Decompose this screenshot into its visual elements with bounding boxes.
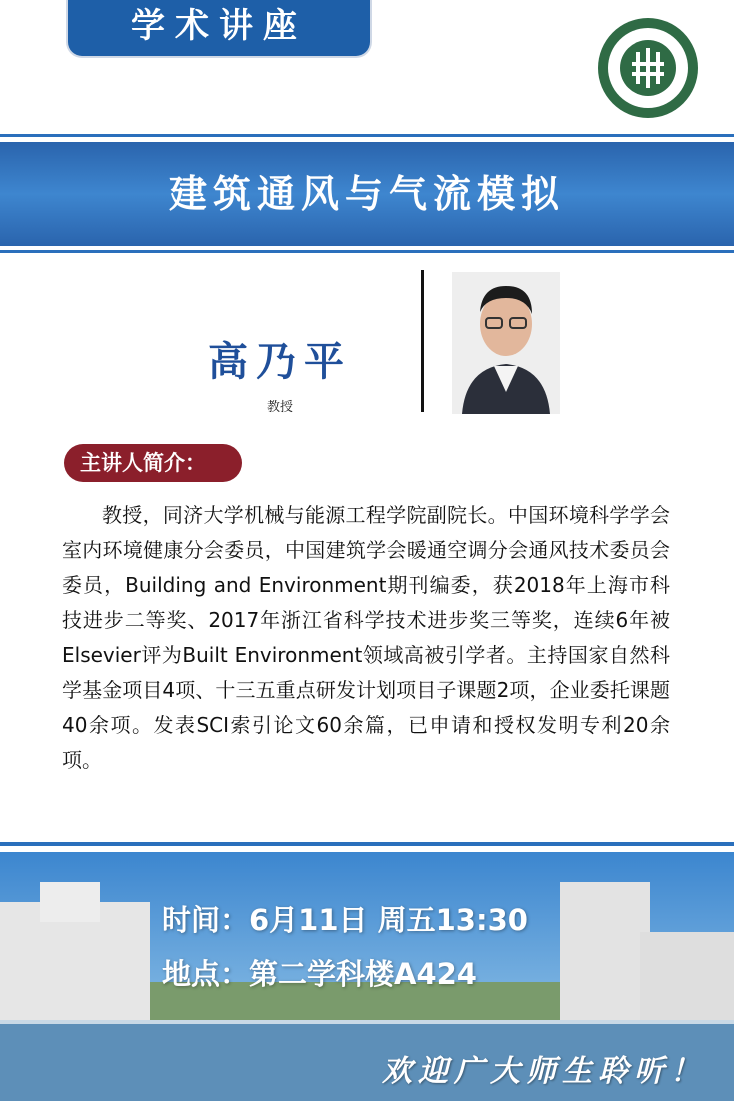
welcome-message: 欢迎广大师生聆听！ (382, 1054, 706, 1089)
bio-section-badge (64, 444, 242, 482)
speaker-bio: 教授，同济大学机械与能源工程学院副院长。中国环境科学学会室内环境健康分会委员，中国建筑学会暖通空调分会通风技术委员会委员，Building and Environment期刊编委，获2018年上海市科技进步二等奖、2017年浙江省科学技术进步奖三等奖，连续6年被Elsevier评为Built Environment领域高被引学者。主持国家自然科学基金项目4项、十三五重点研发计划项目子课题2项，企业委托课题40余项。发表SCI索引论文60余篇，已申请和授权发明专利20余项。 (62, 503, 670, 772)
divider-bottom (0, 250, 734, 253)
logo-emblem-icon (620, 40, 676, 96)
lecture-tag (68, 0, 370, 56)
speaker-photo (452, 272, 560, 414)
title-banner (0, 142, 734, 246)
event-time: 时间：6月11日 周五13:30 (162, 903, 528, 937)
lecture-title: 建筑通风与气流模拟 (168, 171, 565, 216)
event-place: 地点：第二学科楼A424 (162, 957, 477, 991)
divider-top (0, 134, 734, 137)
header (0, 0, 734, 110)
university-logo (598, 18, 698, 118)
lecture-tag-label: 学术讲座 (131, 6, 307, 46)
vertical-divider (421, 270, 424, 412)
speaker-title: 教授 (266, 400, 293, 415)
bio-section-label: 主讲人简介： (80, 451, 206, 475)
speaker-name: 高乃平 (208, 338, 352, 385)
